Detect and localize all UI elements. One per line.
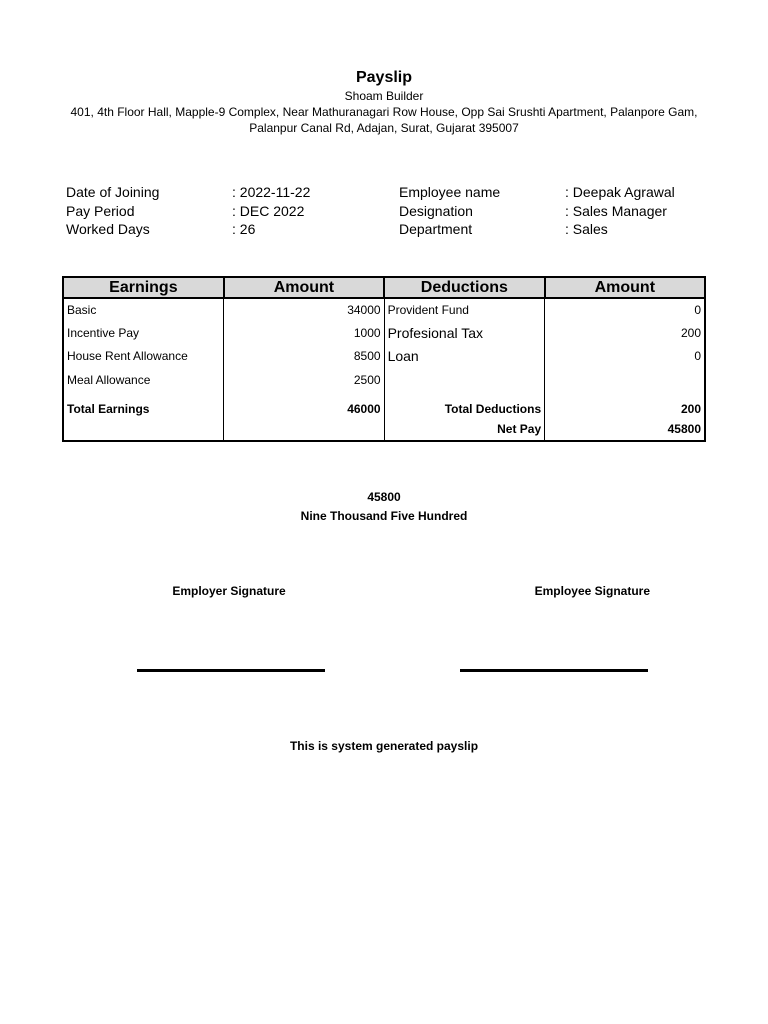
deduction-amount: 0 — [545, 298, 705, 321]
total-earnings-value: 46000 — [224, 392, 384, 418]
designation-value: : Sales Manager — [565, 202, 667, 219]
total-earnings-label: Total Earnings — [63, 392, 224, 418]
table-header-row — [63, 277, 705, 298]
earning-amount: 1000 — [224, 321, 384, 344]
net-pay-label: Net Pay — [384, 418, 545, 441]
earning-label: House Rent Allowance — [63, 344, 224, 368]
earning-amount: 8500 — [224, 344, 384, 368]
earning-amount: 34000 — [224, 298, 384, 321]
net-pay-row — [63, 418, 705, 441]
earning-label: Meal Allowance — [63, 368, 224, 392]
employer-signature-line — [137, 669, 325, 672]
table-row — [63, 344, 705, 368]
table-row — [63, 368, 705, 392]
empty-cell — [63, 418, 224, 441]
deductions-amount-header: Amount — [545, 277, 705, 298]
pay-period-value: : DEC 2022 — [232, 202, 305, 219]
pay-period-label: Pay Period — [66, 202, 135, 219]
net-pay-amount: 45800 — [367, 490, 401, 504]
page-title: Payslip — [355, 69, 413, 86]
earnings-deductions-table — [62, 276, 706, 442]
earning-label: Basic — [63, 298, 224, 321]
employee-signature-line — [460, 669, 648, 672]
footer-note: This is system generated payslip — [289, 739, 479, 753]
info-row — [66, 183, 706, 202]
deduction-amount: 200 — [545, 321, 705, 344]
worked-days-value: : 26 — [232, 221, 256, 237]
net-pay-summary — [60, 488, 708, 526]
empty-cell — [224, 418, 384, 441]
date-of-joining-value: : 2022-11-22 — [232, 184, 311, 200]
deduction-label: Loan — [384, 344, 545, 368]
table-row — [63, 298, 705, 321]
net-pay-value: 45800 — [545, 418, 705, 441]
info-row — [66, 202, 706, 221]
deduction-amount: 0 — [545, 344, 705, 368]
department-label: Department — [399, 221, 473, 237]
designation-label: Designation — [399, 202, 473, 219]
earning-amount: 2500 — [224, 368, 384, 392]
department-value: : Sales — [565, 221, 608, 237]
employee-name-label: Employee name — [399, 184, 501, 200]
company-address: 401, 4th Floor Hall, Mapple-9 Complex, Near Mathuranagari Row House, Opp Sai Srushti Apartment, Palanpore Gam, Palanpur Canal Rd, Adajan, Surat, Gujarat 395007 — [70, 105, 698, 135]
employer-signature-label: Employer Signature — [172, 584, 286, 598]
employee-info — [66, 183, 706, 239]
info-row — [66, 220, 706, 239]
employee-name-value: : Deepak Agrawal — [565, 184, 675, 200]
totals-row — [63, 392, 705, 418]
empty-cell — [545, 368, 705, 392]
earnings-amount-header: Amount — [224, 277, 384, 298]
payslip-header — [60, 68, 708, 136]
total-deductions-value: 200 — [545, 392, 705, 418]
empty-cell — [384, 368, 545, 392]
net-pay-in-words: Nine Thousand Five Hundred — [300, 509, 468, 523]
earning-label: Incentive Pay — [63, 321, 224, 344]
company-name: Shoam Builder — [344, 89, 424, 103]
employee-signature-label: Employee Signature — [534, 584, 650, 598]
deduction-label: Profesional Tax — [384, 321, 545, 344]
table-row — [63, 321, 705, 344]
total-deductions-label: Total Deductions — [384, 392, 545, 418]
worked-days-label: Worked Days — [66, 221, 150, 237]
deduction-label: Provident Fund — [384, 298, 545, 321]
deductions-header: Deductions — [384, 277, 545, 298]
earnings-header: Earnings — [63, 277, 224, 298]
date-of-joining-label: Date of Joining — [66, 184, 160, 200]
